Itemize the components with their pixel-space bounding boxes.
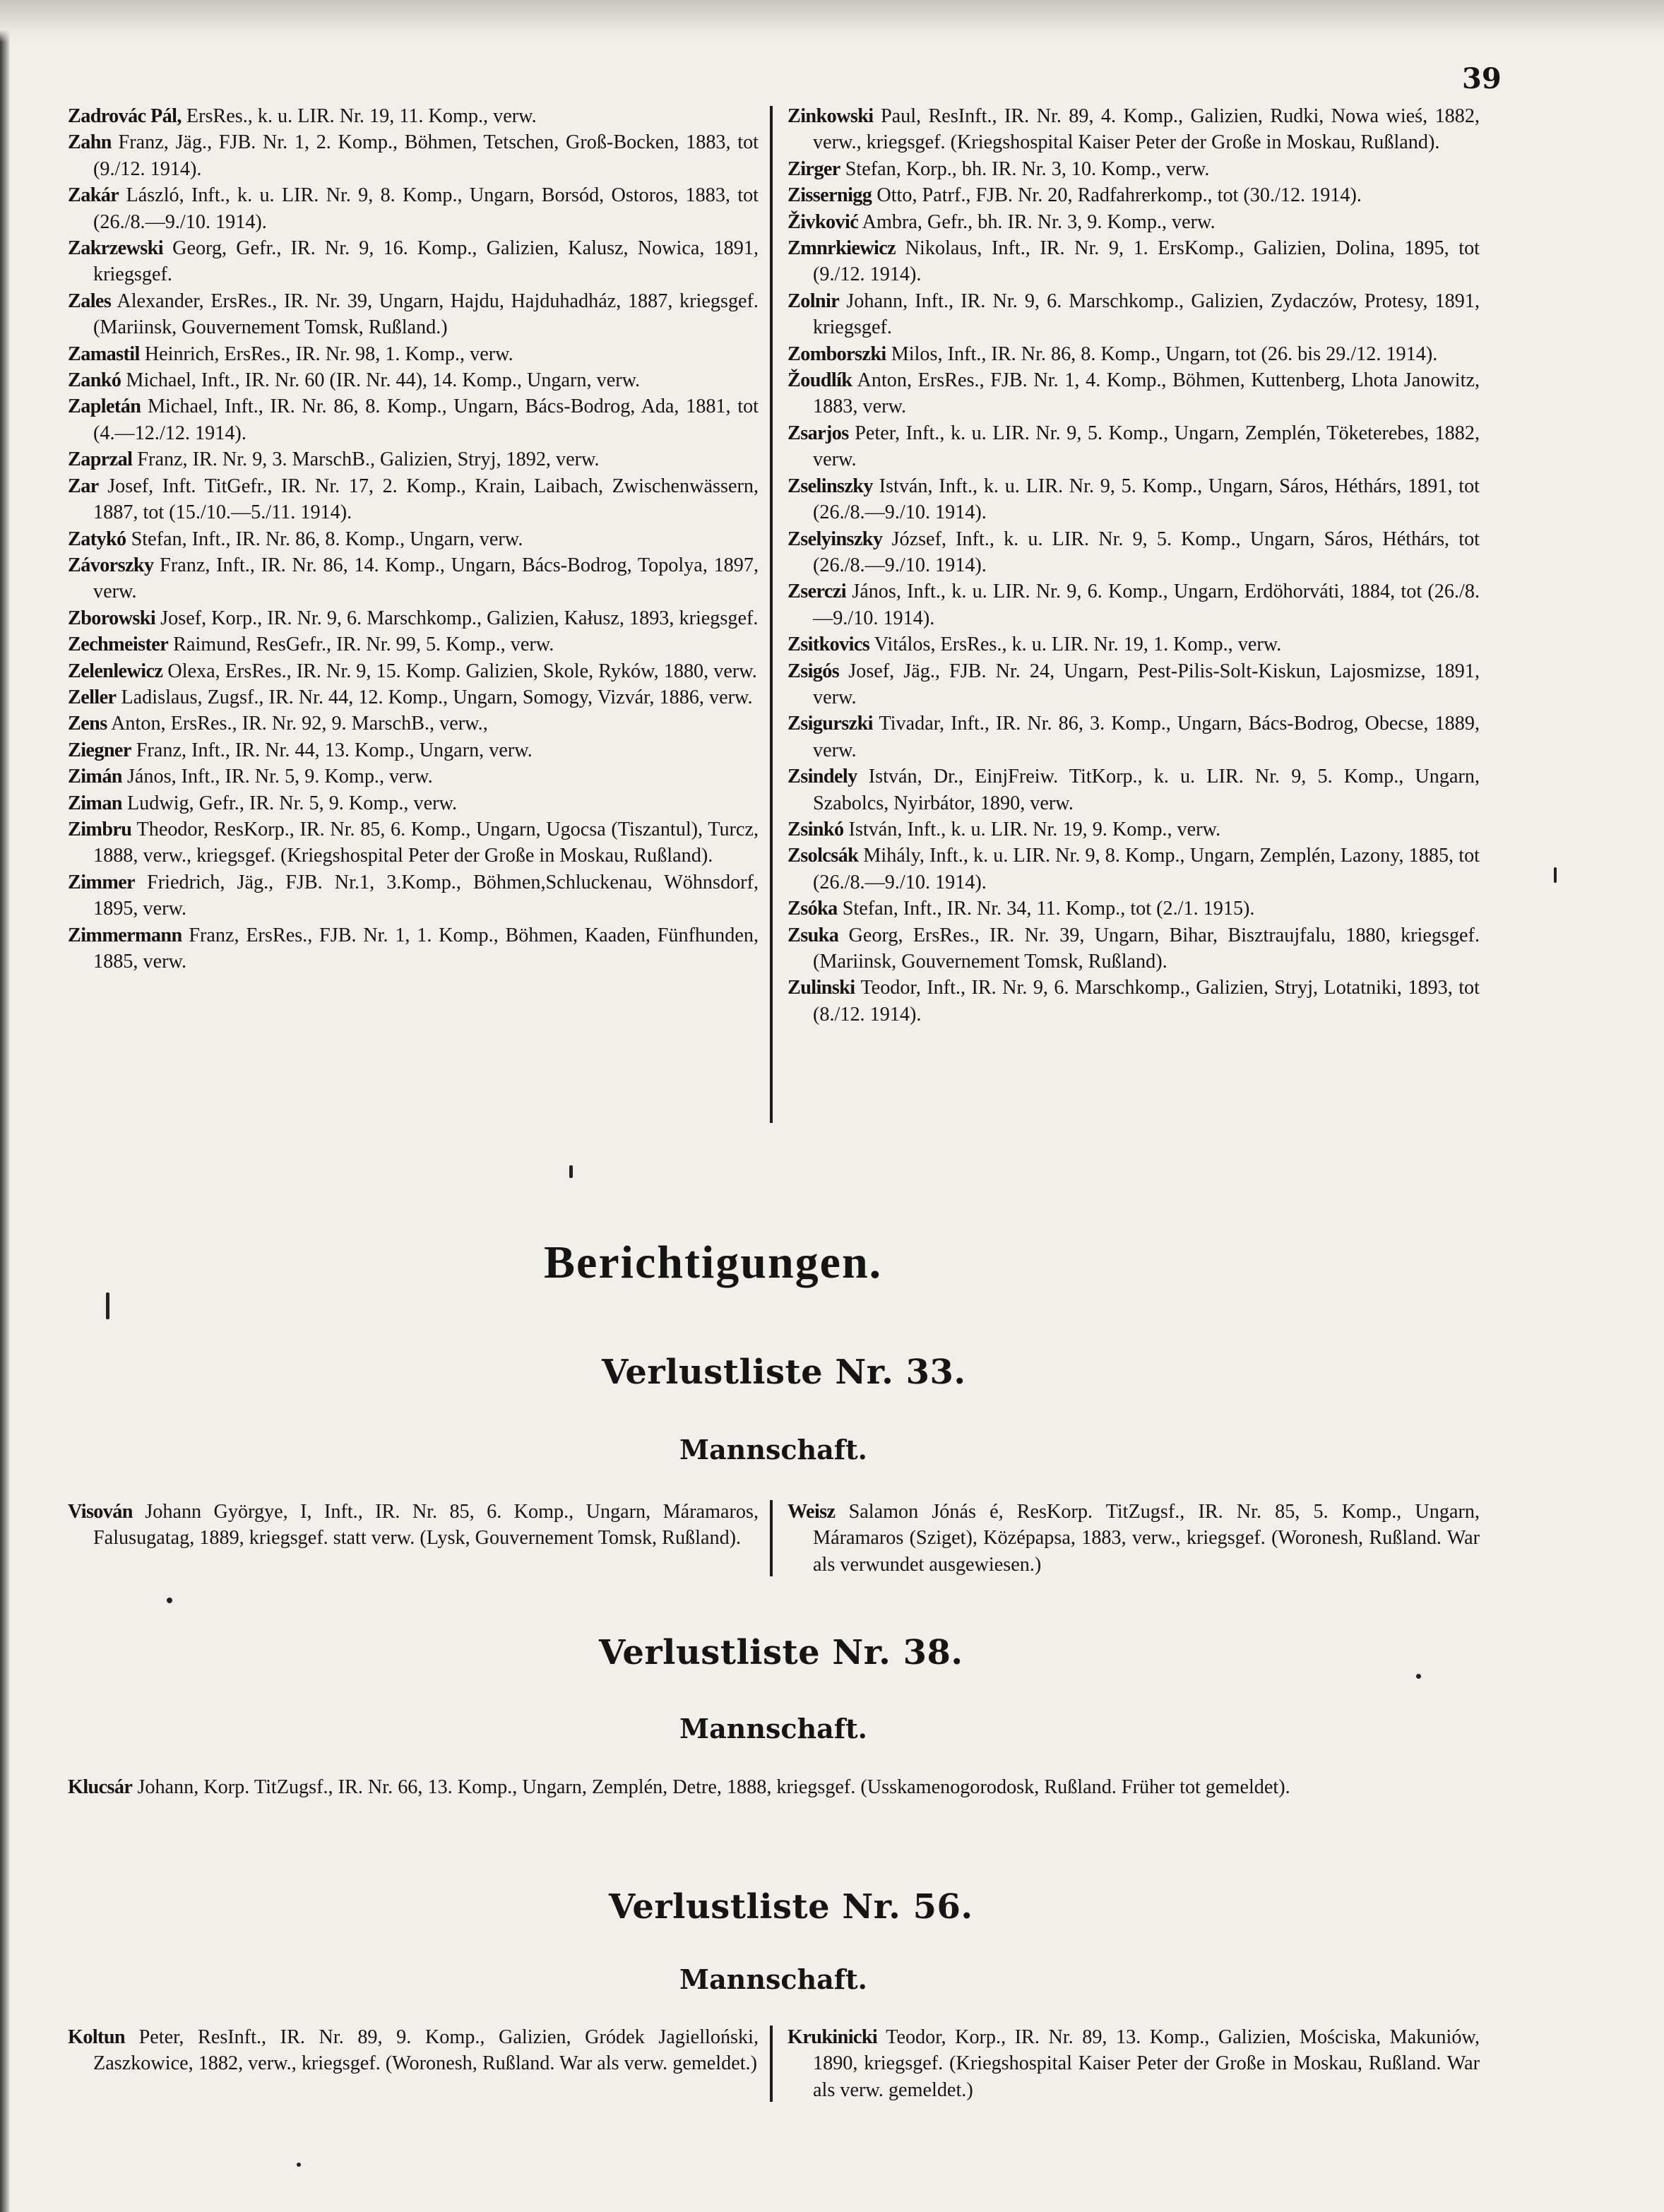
scan-speck <box>569 1165 573 1178</box>
entry-name: Zmnrkiewicz <box>788 237 896 260</box>
entry-text: Heinrich, ErsRes., IR. Nr. 98, 1. Komp., verw. <box>144 343 513 365</box>
entry-name: Zales <box>68 290 112 312</box>
casualty-entry <box>68 473 759 526</box>
entry-text: Teodor, Inft., IR. Nr. 9, 6. Marschkomp., Galizien, Stryj, Lotatniki, 1893, tot (8./12. 1914). <box>813 977 1480 1025</box>
scan-speck <box>167 1598 172 1603</box>
entry-name: Koltun <box>68 2026 125 2048</box>
casualty-entry <box>788 658 1480 711</box>
casualty-entry <box>788 367 1480 420</box>
entry-name: Zsitkovics <box>788 634 870 656</box>
entry-name: Zens <box>68 713 107 735</box>
entry-name: Žoudlík <box>788 369 852 392</box>
entry-name: Zomborszki <box>788 343 886 365</box>
page-top-edge-shadow <box>0 0 1664 42</box>
entry-name: Zsóka <box>788 898 838 920</box>
casualty-entry <box>68 684 759 710</box>
casualty-entry <box>788 473 1480 526</box>
entry-text: Alexander, ErsRes., IR. Nr. 39, Ungarn, Hajdu, Hajduhadház, 1887, kriegsgef. (Mariinsk, Gouvernement Tomsk, Rußland.) <box>93 290 759 339</box>
scan-speck <box>297 2163 301 2167</box>
entry-name: Zankó <box>68 369 121 392</box>
entry-text: Otto, Patrf., FJB. Nr. 20, Radfahrerkomp., tot (30./12. 1914). <box>876 184 1362 207</box>
entry-text: István, Inft., k. u. LIR. Nr. 9, 5. Komp., Ungarn, Sáros, Héthárs, 1891, tot (26./8.—9./10. 1914). <box>813 475 1480 524</box>
casualty-entry <box>788 896 1480 922</box>
casualty-entry <box>68 631 759 658</box>
entry-text: Johann, Korp. TitZugsf., IR. Nr. 66, 13. Komp., Ungarn, Zemplén, Detre, 1888, kriegsgef. (Usskamenogorodosk, Rußland. Früher tot gemeldet). <box>137 1776 1290 1798</box>
entry-name: Zsigós <box>788 660 840 682</box>
entry-name: Zsigurszki <box>788 713 873 735</box>
entry-text: István, Inft., k. u. LIR. Nr. 19, 9. Komp., verw. <box>848 818 1221 840</box>
entry-name: Zimmer <box>68 871 136 893</box>
entry-name: Zimbru <box>68 818 132 840</box>
casualty-entry <box>788 763 1480 816</box>
casualty-entry <box>788 843 1480 896</box>
entry-text: Stefan, Inft., IR. Nr. 34, 11. Komp., tot (2./1. 1915). <box>842 898 1255 920</box>
entry-name: Zsuka <box>788 924 839 946</box>
entry-text: Mihály, Inft., k. u. LIR. Nr. 9, 8. Komp., Ungarn, Zemplén, Lazony, 1885, tot (26./8.—9./10. 1914). <box>813 845 1480 893</box>
entry-text: Josef, Inft. TitGefr., IR. Nr. 17, 2. Komp., Krain, Laibach, Zwischenwässern, 1887, tot (15./10.—5./11. 1914). <box>93 475 759 524</box>
entry-name: Weisz <box>788 1501 836 1523</box>
right-column <box>788 103 1480 1028</box>
entry-text: Georg, Gefr., IR. Nr. 9, 16. Komp., Galizien, Kalusz, Nowica, 1891, kriegsgef. <box>93 237 759 286</box>
entry-text: Salamon Jónás é, ResKorp. TitZugsf., IR. Nr. 85, 5. Komp., Ungarn, Máramaros (Sziget), Középapsa, 1883, verw., kriegsgef. (Woronesh, Rußland. War als verwundet ausgewiesen.) <box>813 1501 1480 1576</box>
entry-text: Paul, ResInft., IR. Nr. 89, 4. Komp., Galizien, Rudki, Nowa wieś, 1882, verw., kriegsgef. (Kriegshospital Kaiser Peter der Große in Moskau, Rußland). <box>813 105 1480 154</box>
casualty-entry <box>68 552 759 605</box>
entry-text: Olexa, ErsRes., IR. Nr. 9, 15. Komp. Galizien, Skole, Ryków, 1880, verw. <box>167 660 757 682</box>
entry-text: Stefan, Korp., bh. IR. Nr. 3, 10. Komp., verw. <box>845 157 1210 180</box>
column-divider <box>770 106 773 1123</box>
entry-name: Klucsár <box>68 1776 133 1798</box>
casualty-entry <box>68 763 759 790</box>
casualty-entry <box>68 288 759 341</box>
entry-name: Zadrovác Pál, <box>68 105 182 127</box>
casualty-entry <box>788 182 1480 208</box>
entry-text: Franz, Jäg., FJB. Nr. 1, 2. Komp., Böhmen, Tetschen, Groß-Bocken, 1883, tot (9./12. 1914). <box>93 131 759 180</box>
casualty-entry <box>68 446 759 472</box>
casualty-entry <box>68 393 759 446</box>
entry-text: Josef, Jäg., FJB. Nr. 24, Ungarn, Pest-Pilis-Solt-Kiskun, Lajosmizse, 1891, verw. <box>813 660 1480 708</box>
casualty-entry <box>68 605 759 631</box>
entry-text: Ladislaus, Zugsf., IR. Nr. 44, 12. Komp., Ungarn, Somogy, Vizvár, 1886, verw. <box>121 686 753 708</box>
entry-text: Theodor, ResKorp., IR. Nr. 85, 6. Komp., Ungarn, Ugocsa (Tiszantul), Turcz, 1888, verw., kriegsgef. (Kriegshospital Peter der Große in Moskau, Rußland). <box>93 818 759 867</box>
section-title-56: Verlustliste Nr. 56. <box>609 1887 973 1927</box>
entry-text: Teodor, Korp., IR. Nr. 89, 13. Komp., Galizien, Mościska, Makuniów, 1890, kriegsgef. (Kriegshospital Kaiser Peter der Große in Moskau, Rußland. War als verw. gemeldet.) <box>813 2026 1480 2101</box>
entry-text: Michael, Inft., IR. Nr. 86, 8. Komp., Ungarn, Bács-Bodrog, Ada, 1881, tot (4.—12./12. 1914). <box>93 396 759 444</box>
entry-name: Zimán <box>68 766 122 788</box>
casualty-entry <box>68 658 759 684</box>
casualty-entry <box>788 631 1480 658</box>
casualty-entry <box>788 288 1480 341</box>
entry-name: Zakár <box>68 184 119 207</box>
casualty-entry <box>68 816 759 869</box>
entry-text: Ambra, Gefr., bh. IR. Nr. 3, 9. Komp., verw. <box>862 210 1216 233</box>
casualty-entry <box>788 922 1480 975</box>
casualty-entry <box>68 129 759 182</box>
entry-name: Ziman <box>68 792 122 814</box>
section1-left-entry <box>68 1499 759 1552</box>
entry-text: László, Inft., k. u. LIR. Nr. 9, 8. Komp., Ungarn, Borsód, Ostoros, 1883, tot (26./8.—9./10. 1914). <box>93 184 759 233</box>
berichtigungen-heading: Berichtigungen. <box>544 1237 883 1288</box>
casualty-entry <box>788 420 1480 473</box>
entry-text: Georg, ErsRes., IR. Nr. 39, Ungarn, Bihar, Bisztraujfalu, 1880, kriegsgef. (Mariinsk, Gouvernement Tomsk, Rußland). <box>813 924 1480 973</box>
section-subtitle-56: Mannschaft. <box>679 1963 867 1995</box>
section-subtitle-33: Mannschaft. <box>679 1434 867 1465</box>
casualty-entry <box>68 235 759 288</box>
section-title-38: Verlustliste Nr. 38. <box>599 1633 963 1672</box>
entry-name: Zissernigg <box>788 184 872 207</box>
casualty-entry <box>68 182 759 235</box>
casualty-entry <box>68 341 759 367</box>
casualty-entry <box>68 790 759 816</box>
entry-text: Vitálos, ErsRes., k. u. LIR. Nr. 19, 1. Komp., verw. <box>874 634 1282 656</box>
section3-left-entry <box>68 2024 759 2077</box>
casualty-entry <box>68 367 759 393</box>
casualty-entry <box>68 710 759 737</box>
entry-name: Zapletán <box>68 396 141 418</box>
entry-name: Zelenlewicz <box>68 660 163 682</box>
entry-text: Peter, Inft., k. u. LIR. Nr. 9, 5. Komp., Ungarn, Zemplén, Töketerebes, 1882, verw. <box>813 422 1480 471</box>
entry-text: János, Inft., k. u. LIR. Nr. 9, 6. Komp., Ungarn, Erdöhorváti, 1884, tot (26./8.—9./10. 1914). <box>813 581 1480 629</box>
entry-name: Zsindely <box>788 766 857 788</box>
entry-text: ErsRes., k. u. LIR. Nr. 19, 11. Komp., verw. <box>186 105 537 127</box>
entry-text: Franz, IR. Nr. 9, 3. MarschB., Galizien, Stryj, 1892, verw. <box>137 448 600 471</box>
entry-text: Franz, Inft., IR. Nr. 86, 14. Komp., Ungarn, Bács-Bodrog, Topolya, 1897, verw. <box>93 554 759 603</box>
entry-name: Živković <box>788 210 859 233</box>
entry-name: Zselyinszky <box>788 528 883 550</box>
casualty-entry <box>788 526 1480 579</box>
entry-text: János, Inft., IR. Nr. 5, 9. Komp., verw. <box>126 766 433 788</box>
entry-name: Zamastil <box>68 343 140 365</box>
entry-name: Krukinicki <box>788 2026 878 2048</box>
section3-divider <box>770 2026 773 2102</box>
entry-text: Franz, ErsRes., FJB. Nr. 1, 1. Komp., Böhmen, Kaaden, Fünfhunden, 1885, verw. <box>93 924 759 973</box>
entry-name: Zakrzewski <box>68 237 163 260</box>
entry-name: Zar <box>68 475 99 497</box>
casualty-entry <box>788 341 1480 367</box>
scan-speck <box>1554 867 1557 883</box>
section1-divider <box>770 1500 773 1576</box>
entry-text: Ludwig, Gefr., IR. Nr. 5, 9. Komp., verw. <box>126 792 458 814</box>
entry-text: Tivadar, Inft., IR. Nr. 86, 3. Komp., Ungarn, Bács-Bodrog, Obecse, 1889, verw. <box>813 713 1480 761</box>
entry-text: Friedrich, Jäg., FJB. Nr.1, 3.Komp., Böhmen,Schluckenau, Wöhnsdorf, 1895, verw. <box>93 871 759 920</box>
entry-text: Michael, Inft., IR. Nr. 60 (IR. Nr. 44), 14. Komp., Ungarn, verw. <box>126 369 641 392</box>
casualty-entry <box>788 816 1480 843</box>
casualty-entry <box>68 922 759 975</box>
casualty-entry <box>68 737 759 763</box>
casualty-entry <box>68 103 759 129</box>
entry-text: Johann, Inft., IR. Nr. 9, 6. Marschkomp., Galizien, Zydaczów, Protesy, 1891, kriegsgef. <box>813 290 1480 339</box>
entry-name: Zinkowski <box>788 105 874 127</box>
entry-name: Zsolcsák <box>788 845 859 867</box>
entry-text: Franz, Inft., IR. Nr. 44, 13. Komp., Ungarn, verw. <box>136 739 533 761</box>
entry-name: Zaprzal <box>68 448 133 471</box>
casualty-entry <box>788 103 1480 156</box>
entry-text: Johann Györgye, I, Inft., IR. Nr. 85, 6. Komp., Ungarn, Máramaros, Falusugatag, 1889, kriegsgef. statt verw. (Lysk, Gouvernement Tomsk, Rußland). <box>93 1501 759 1550</box>
entry-name: Zborowski <box>68 607 156 629</box>
section3-right-entry <box>788 2024 1480 2103</box>
entry-name: Zirger <box>788 157 840 180</box>
casualty-entry <box>68 869 759 922</box>
entry-name: Zimmermann <box>68 924 182 946</box>
entry-name: Zulinski <box>788 977 855 999</box>
entry-name: Zahn <box>68 131 112 154</box>
scan-speck <box>106 1292 109 1319</box>
page-left-edge-shadow <box>0 0 10 2212</box>
casualty-entry <box>788 156 1480 182</box>
section1-right-entry <box>788 1499 1480 1578</box>
entry-name: Zsarjos <box>788 422 849 444</box>
section2-entry <box>68 1774 1487 1800</box>
entry-text: Stefan, Inft., IR. Nr. 86, 8. Komp., Ungarn, verw. <box>131 528 523 550</box>
scan-speck <box>1416 1674 1421 1679</box>
entry-name: Zeller <box>68 686 117 708</box>
section-subtitle-38: Mannschaft. <box>679 1713 867 1744</box>
entry-name: Zatykó <box>68 528 126 550</box>
entry-name: Visován <box>68 1501 133 1523</box>
entry-text: Nikolaus, Inft., IR. Nr. 9, 1. ErsKomp., Galizien, Dolina, 1895, tot (9./12. 1914). <box>813 237 1480 286</box>
entry-text: Milos, Inft., IR. Nr. 86, 8. Komp., Ungarn, tot (26. bis 29./12. 1914). <box>891 343 1438 365</box>
section-title-33: Verlustliste Nr. 33. <box>602 1352 966 1392</box>
entry-text: Anton, ErsRes., IR. Nr. 92, 9. MarschB., verw., <box>111 713 488 735</box>
entry-name: Zolnir <box>788 290 840 312</box>
entry-text: József, Inft., k. u. LIR. Nr. 9, 5. Komp., Ungarn, Sáros, Héthárs, tot (26./8.—9./10. 1914). <box>813 528 1480 576</box>
casualty-entry <box>68 526 759 552</box>
page-number: 39 <box>1462 62 1502 95</box>
entry-name: Zechmeister <box>68 634 169 656</box>
entry-text: Peter, ResInft., IR. Nr. 89, 9. Komp., Galizien, Gródek Jagielloński, Zaszkowice, 1882, verw., kriegsgef. (Woronesh, Rußland. War als verw. gemeldet.) <box>93 2026 759 2075</box>
entry-text: Josef, Korp., IR. Nr. 9, 6. Marschkomp., Galizien, Kałusz, 1893, kriegsgef. <box>160 607 759 629</box>
casualty-entry <box>788 710 1480 763</box>
entry-name: Ziegner <box>68 739 131 761</box>
entry-name: Zserczi <box>788 581 846 603</box>
left-column <box>68 103 759 975</box>
entry-name: Zselinszky <box>788 475 873 497</box>
casualty-entry <box>788 209 1480 235</box>
entry-text: Anton, ErsRes., FJB. Nr. 1, 4. Komp., Böhmen, Kuttenberg, Lhota Janowitz, 1883, verw. <box>813 369 1480 418</box>
entry-text: Raimund, ResGefr., IR. Nr. 99, 5. Komp., verw. <box>173 634 554 656</box>
entry-name: Závorszky <box>68 554 154 576</box>
casualty-entry <box>788 975 1480 1028</box>
entry-text: István, Dr., EinjFreiw. TitKorp., k. u. LIR. Nr. 9, 5. Komp., Ungarn, Szabolcs, Nyirbátor, 1890, verw. <box>813 766 1480 814</box>
casualty-entry <box>788 235 1480 288</box>
casualty-entry <box>788 578 1480 631</box>
entry-name: Zsinkó <box>788 818 844 840</box>
